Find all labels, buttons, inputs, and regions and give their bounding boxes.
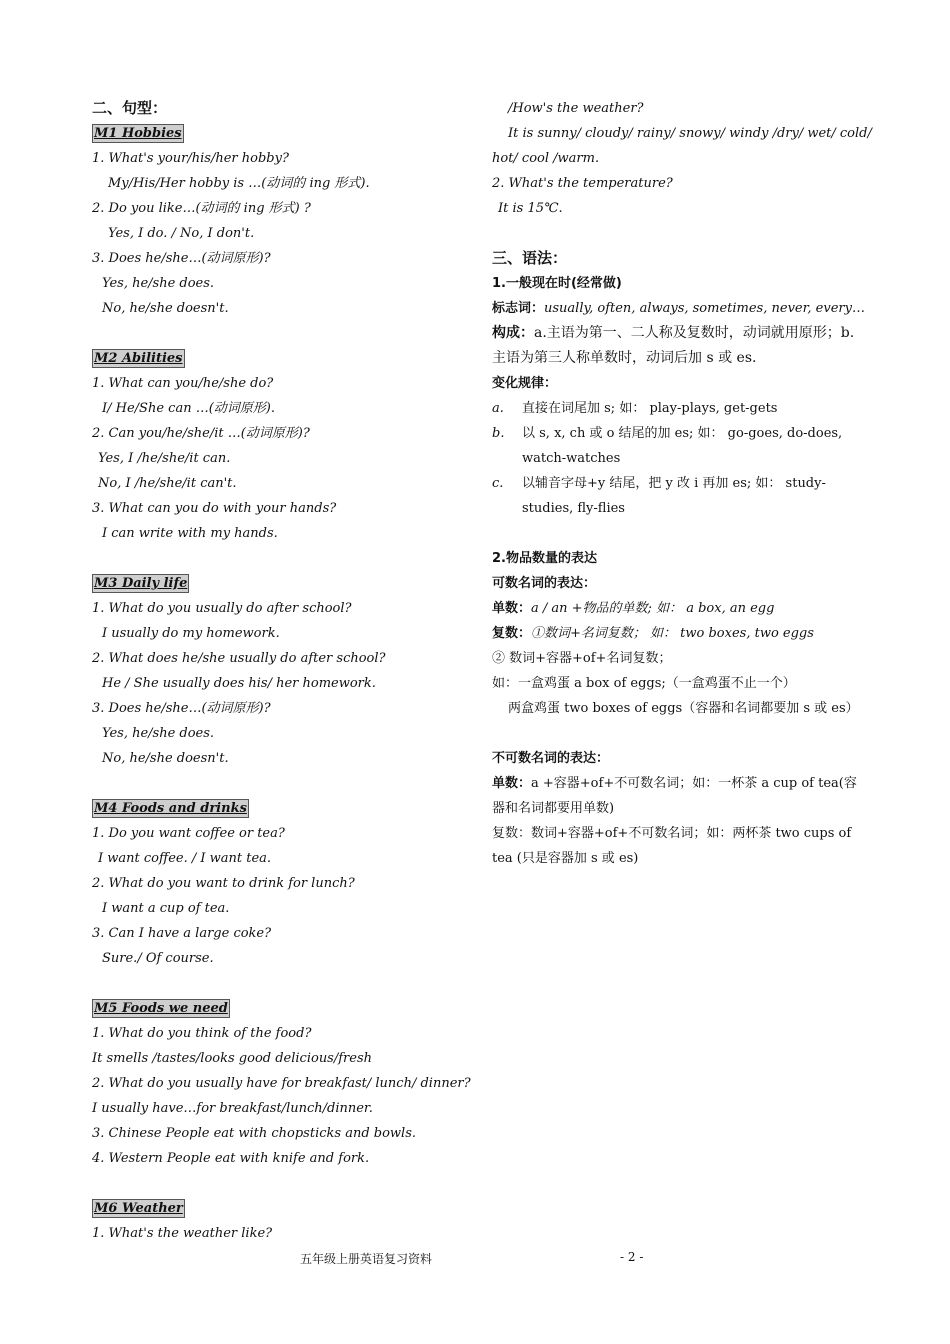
section-title-grammar: 三、语法： — [492, 249, 568, 267]
module-title: M6 Weather — [94, 1201, 183, 1216]
form-rule — [492, 321, 864, 371]
form-label: 构成： — [492, 325, 534, 341]
module-title: M5 Foods we need — [94, 1001, 228, 1016]
u-single-label: 单数： — [492, 776, 532, 791]
module-title: M3 Daily life — [94, 576, 188, 591]
example-1: 如：一盒鸡蛋 a box of eggs;（一盒鸡蛋不止一个） — [492, 676, 796, 691]
sentence-line: 2. What do you usually have for breakfast/ lunch/ dinner? — [92, 1076, 471, 1091]
right-column — [492, 96, 872, 871]
marker-words — [492, 296, 864, 321]
countable-plural — [492, 621, 864, 646]
sentence-line: 3. Does he/she…(动词原形)? — [92, 701, 271, 716]
uncountable-single — [492, 771, 864, 821]
module-heading — [92, 121, 472, 146]
sentence-line: 2. What do you want to drink for lunch? — [92, 876, 355, 891]
grammar-1-title: 1.一般现在时(经常做) — [492, 276, 622, 291]
rules-label: 变化规律： — [492, 376, 558, 391]
rule-list — [492, 396, 864, 521]
sentence-line: I usually do my homework. — [102, 626, 280, 641]
single-text: a / an +物品的单数; 如： a box, an egg — [531, 601, 775, 616]
sentence-line: I/ He/She can …(动词原形). — [102, 401, 275, 416]
module-heading — [92, 571, 472, 596]
rule-item — [492, 421, 864, 471]
sentence-line: Sure./ Of course. — [102, 951, 214, 966]
rule-text: 直接在词尾加 s; 如： play-plays, get-gets — [522, 401, 778, 416]
sentence-line: 3. Chinese People eat with chopsticks and bowls. — [92, 1126, 417, 1141]
sentence-line: 3. Does he/she…(动词原形)? — [92, 251, 271, 266]
plural-label: 复数： — [492, 626, 532, 641]
sentence-line: 1. What's your/his/her hobby? — [92, 151, 289, 166]
module-heading — [92, 1196, 472, 1221]
rule-mark: c. — [492, 476, 504, 491]
sentence-line: 1. What do you usually do after school? — [92, 601, 352, 616]
countable-single — [492, 596, 864, 621]
rule-item — [492, 471, 864, 521]
sentence-line: 3. What can you do with your hands? — [92, 501, 337, 516]
sentence-line: I want a cup of tea. — [102, 901, 230, 916]
sentence-line: No, he/she doesn't. — [102, 751, 229, 766]
grammar-2-title: 2.物品数量的表达 — [492, 551, 597, 566]
single-label: 单数： — [492, 601, 532, 616]
example-2: 两盒鸡蛋 two boxes of eggs（容器和名词都要加 s 或 es） — [508, 701, 859, 716]
module-title: M4 Foods and drinks — [94, 801, 247, 816]
sentence-line: No, he/she doesn't. — [102, 301, 229, 316]
uncountable-title: 不可数名词的表达： — [492, 751, 610, 766]
sentence-line: He / She usually does his/ her homework. — [102, 676, 376, 691]
sentence-line: It smells /tastes/looks good delicious/fresh — [92, 1051, 373, 1066]
weather-line: /How's the weather? — [508, 101, 644, 116]
sentence-line: 1. What can you/he/she do? — [92, 376, 274, 391]
marker-label: 标志词： — [492, 301, 545, 316]
page-number: - 2 - — [620, 1250, 644, 1264]
sentence-line: Yes, I /he/she/it can. — [98, 451, 231, 466]
rule-mark: b. — [492, 426, 505, 441]
module-title: M1 Hobbies — [94, 126, 182, 141]
sentence-line: 2. What does he/she usually do after school? — [92, 651, 386, 666]
sentence-line: 2. Do you like…(动词的 ing 形式) ? — [92, 201, 311, 216]
plural-text: ①数词+名词复数； 如： two boxes, two eggs — [531, 626, 814, 641]
footer-title: 五年级上册英语复习资料 — [300, 1252, 433, 1266]
sentence-line: Yes, he/she does. — [102, 276, 215, 291]
countable-plural-2: ② 数词+容器+of+名词复数； — [492, 651, 672, 666]
sentence-line: I can write with my hands. — [102, 526, 278, 541]
weather-line: It is 15℃. — [498, 201, 563, 216]
left-column — [92, 96, 472, 1246]
module-heading — [92, 346, 472, 371]
sentence-line: Yes, I do. / No, I don't. — [108, 226, 255, 241]
rule-mark: a. — [492, 401, 504, 416]
rule-item — [492, 396, 864, 421]
module-title: M2 Abilities — [94, 351, 183, 366]
module-list — [92, 121, 472, 1246]
form-text: a.主语为第一、二人称及复数时，动词就用原形；b.主语为第三人称单数时，动词后加 s 或 es. — [492, 325, 855, 366]
marker-text: usually, often, always, sometimes, never, every… — [544, 301, 865, 316]
sentence-line: 4. Western People eat with knife and fork. — [92, 1151, 370, 1166]
sentence-line: No, I /he/she/it can't. — [98, 476, 237, 491]
sentence-line: 2. Can you/he/she/it …(动词原形)? — [92, 426, 310, 441]
sentence-line: My/His/Her hobby is …(动词的 ing 形式). — [108, 176, 370, 191]
module-heading — [92, 796, 472, 821]
sentence-line: 1. What's the weather like? — [92, 1226, 273, 1241]
rule-text: 以 s, x, ch 或 o 结尾的加 es; 如： go-goes, do-does, watch-watches — [522, 426, 843, 466]
weather-line: hot/ cool /warm. — [492, 151, 600, 166]
weather-line: 2. What's the temperature? — [492, 176, 673, 191]
u-single-text: a +容器+of+不可数名词；如：一杯茶 a cup of tea(容器和名词都要用单数) — [492, 776, 857, 816]
countable-title: 可数名词的表达： — [492, 576, 597, 591]
sentence-line: Yes, he/she does. — [102, 726, 215, 741]
sentence-line: I want coffee. / I want tea. — [98, 851, 272, 866]
sentence-line: 1. Do you want coffee or tea? — [92, 826, 285, 841]
weather-line: It is sunny/ cloudy/ rainy/ snowy/ windy /dry/ wet/ cold/ — [508, 126, 872, 141]
sentence-line: 3. Can I have a large coke? — [92, 926, 272, 941]
sentence-line: 1. What do you think of the food? — [92, 1026, 312, 1041]
rule-text: 以辅音字母+y 结尾，把 y 改 i 再加 es; 如： study-studies, fly-flies — [522, 476, 826, 516]
sentence-line: I usually have…for breakfast/lunch/dinner. — [92, 1101, 373, 1116]
module-heading — [92, 996, 472, 1021]
uncountable-plural: 复数：数词+容器+of+不可数名词；如：两杯茶 two cups of tea (只是容器加 s 或 es) — [492, 826, 852, 866]
section-title-sentences: 二、句型： — [92, 99, 168, 117]
